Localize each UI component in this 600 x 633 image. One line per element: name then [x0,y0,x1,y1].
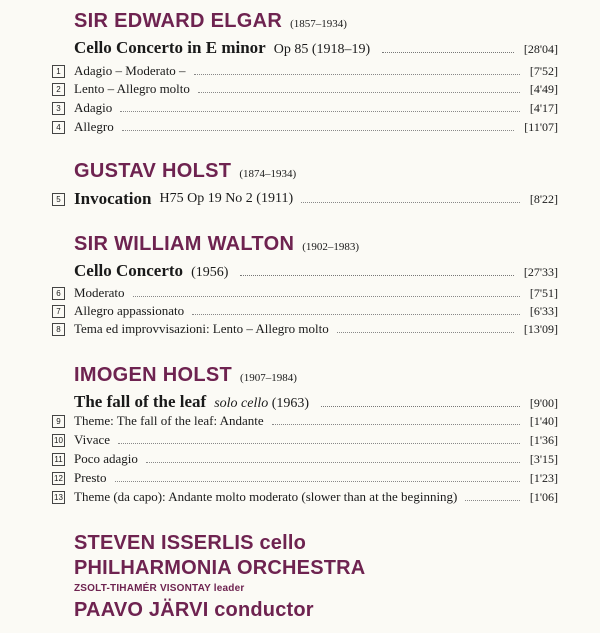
composer-name: GUSTAV HOLST [74,160,232,182]
track-number: 10 [52,434,65,447]
dot-leader [382,51,514,53]
track-title: Theme: The fall of the leaf: Andante [74,413,264,428]
track-title: Poco adagio [74,451,138,466]
track-number: 1 [52,65,65,78]
work-detail: Op 85 (1918–19) [273,42,371,57]
track-row[interactable] [52,118,558,136]
composer-heading [74,364,297,387]
conductor-credit: PAAVO JÄRVI conductor [74,599,314,621]
track-duration: [1'06] [529,489,558,504]
track-number: 7 [52,305,65,318]
track-duration: [4'49] [529,81,558,96]
composer-name: SIR WILLIAM WALTON [74,233,295,255]
track-number: 3 [52,102,65,115]
track-duration: [11'07] [524,119,558,134]
track-title: Moderato [74,285,125,300]
dot-leader [120,110,520,112]
work-title: Cello Concerto in E minor [74,38,266,57]
work-heading [74,261,558,283]
track-duration: [7'52] [529,63,558,78]
dot-leader [192,313,520,315]
track-row[interactable] [52,188,558,210]
track-row[interactable] [52,302,558,320]
dot-leader [118,442,520,444]
track-row[interactable] [52,62,558,80]
dot-leader [337,331,514,333]
composer-dates: (1902–1983) [302,241,360,253]
work-heading [74,38,558,60]
track-title: Allegro appassionato [74,303,185,318]
track-title: Tema ed improvvisazioni: Lento – Allegro molto [74,321,329,336]
work-heading [74,392,558,414]
orchestra-credit: PHILHARMONIA ORCHESTRA [74,557,366,579]
track-number: 12 [52,472,65,485]
track-title: Presto [74,470,107,485]
track-title: Vivace [74,432,111,447]
composer-heading [74,10,347,33]
track-number: 11 [52,453,65,466]
dot-leader [194,73,520,75]
work-duration: [9'00] [529,396,558,410]
dot-leader [321,405,520,407]
track-duration: [1'36] [529,432,558,447]
track-title: Adagio [74,100,113,115]
track-title: Invocation [74,189,152,208]
composer-dates: (1857–1934) [290,18,347,30]
track-title: Adagio – Moderato – [74,63,186,78]
dot-leader [146,461,520,463]
track-duration: [8'22] [529,191,558,206]
track-row[interactable] [52,431,558,449]
composer-heading [74,233,359,256]
track-number: 5 [52,193,65,206]
work-year: (1963) [271,396,310,411]
track-duration: [1'23] [529,470,558,485]
track-duration: [13'09] [523,321,558,336]
track-number: 2 [52,83,65,96]
work-duration: [28'04] [523,42,558,56]
track-row[interactable] [52,450,558,468]
track-title: Lento – Allegro molto [74,81,190,96]
track-detail: H75 Op 19 No 2 (1911) [159,191,294,206]
dot-leader [240,274,513,276]
track-row[interactable] [52,412,558,430]
composer-dates: (1907–1984) [240,372,297,384]
track-title: Theme (da capo): Andante molto moderato (slower than at the beginning) [74,489,458,504]
track-number: 9 [52,415,65,428]
dot-leader [133,295,520,297]
track-duration: [4'17] [529,100,558,115]
track-row[interactable] [52,284,558,302]
work-duration: [27'33] [523,265,558,279]
work-detail: (1956) [191,265,229,280]
leader-credit: ZSOLT-TIHAMÉR VISONTAY leader [74,583,245,594]
track-duration: [7'51] [529,285,558,300]
dot-leader [115,480,520,482]
dot-leader [272,423,520,425]
track-title: Allegro [74,119,114,134]
work-detail-italic: solo cello [214,396,269,411]
composer-heading [74,160,296,183]
track-row[interactable] [52,80,558,98]
work-detail [214,396,309,412]
dot-leader [122,129,515,131]
track-row[interactable] [52,469,558,487]
composer-name: SIR EDWARD ELGAR [74,10,283,32]
soloist-credit: STEVEN ISSERLIS cello [74,532,307,554]
composer-name: IMOGEN HOLST [74,364,233,386]
dot-leader [301,201,520,203]
dot-leader [465,499,519,501]
track-duration: [6'33] [529,303,558,318]
track-duration: [3'15] [529,451,558,466]
track-row[interactable] [52,99,558,117]
work-title: The fall of the leaf [74,392,207,411]
track-row[interactable] [52,488,558,506]
track-row[interactable] [52,320,558,338]
track-number: 13 [52,491,65,504]
track-number: 8 [52,323,65,336]
composer-dates: (1874–1934) [239,168,297,180]
track-number: 6 [52,287,65,300]
track-number: 4 [52,121,65,134]
work-title: Cello Concerto [74,261,184,280]
dot-leader [198,91,520,93]
track-duration: [1'40] [529,413,558,428]
